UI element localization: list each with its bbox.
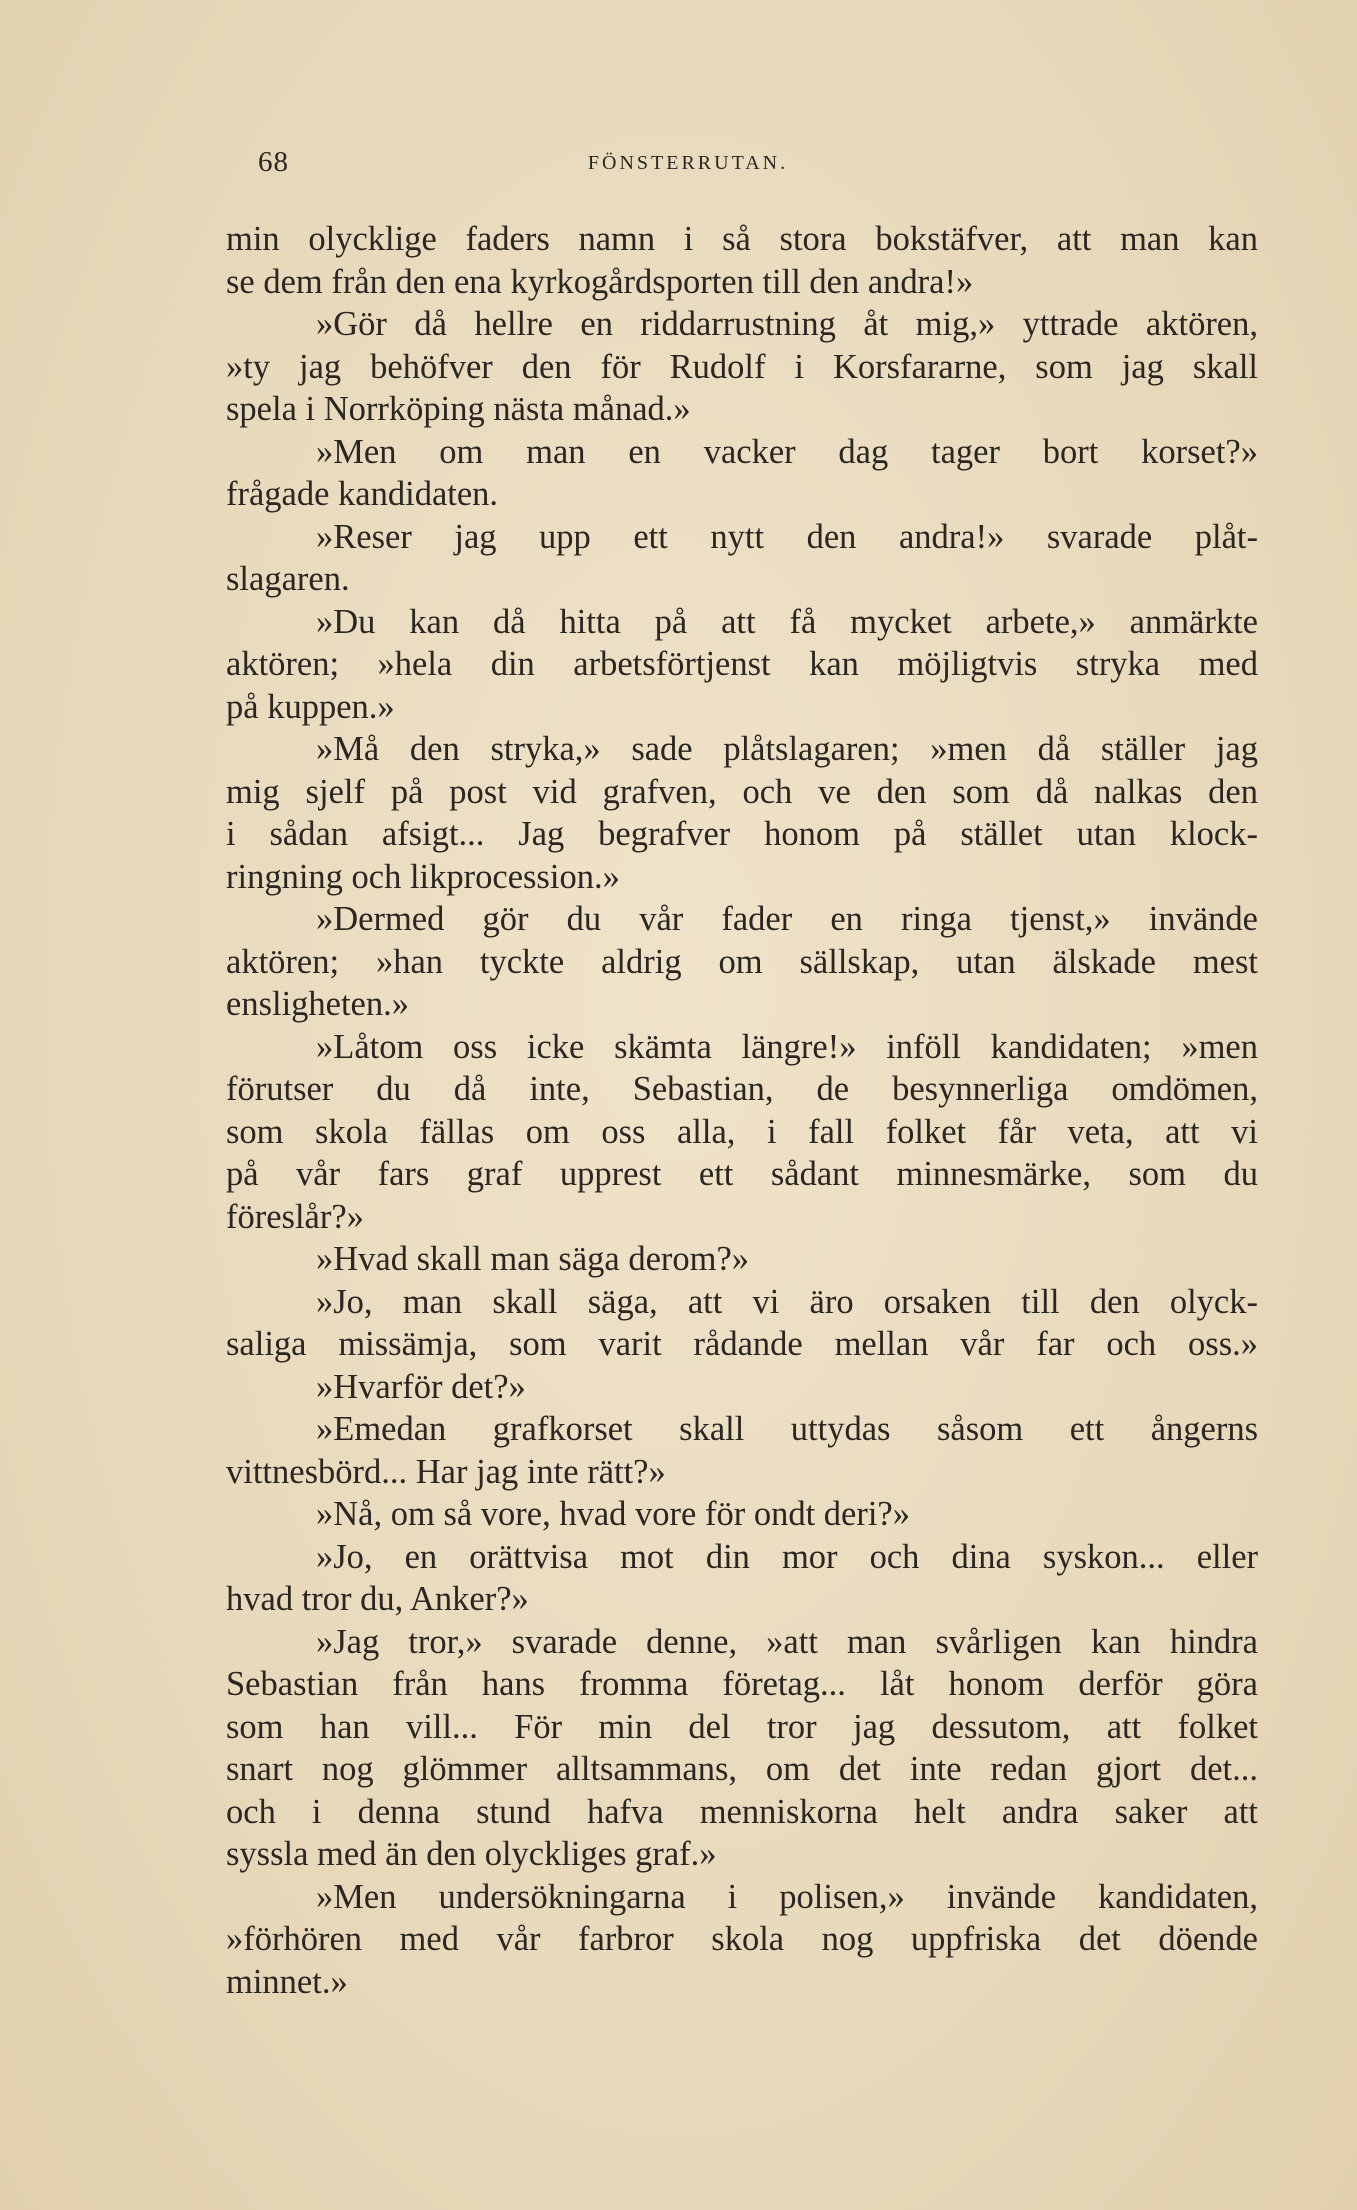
- text-line: »ty jag behöfver den för Rudolf i Korsfararne, som jag skall: [226, 347, 1258, 386]
- text-line: aktören; »hela din arbetsförtjenst kan möjligtvis stryka med: [226, 645, 1258, 683]
- text-line: och i denna stund hafva menniskorna helt andra saker att: [226, 1792, 1258, 1831]
- text-line: syssla med än den olyckliges graf.»: [226, 1835, 717, 1873]
- text-line: minnet.»: [226, 1962, 348, 2001]
- text-line: »Emedan grafkorset skall uttydas såsom ett ångerns: [316, 1410, 1258, 1448]
- text-line: saliga missämja, som varit rådande mellan vår far och oss.»: [226, 1325, 1258, 1363]
- text-line: Sebastian från hans fromma företag... låt honom derför göra: [226, 1665, 1258, 1703]
- text-line: på kuppen.»: [226, 687, 395, 726]
- text-line: »Dermed gör du vår fader en ringa tjenst,» invände: [316, 900, 1258, 938]
- text-line: ensligheten.»: [226, 985, 409, 1023]
- text-line: som skola fällas om oss alla, i fall folket får veta, att vi: [226, 1112, 1258, 1151]
- text-line: »Jag tror,» svarade denne, »att man svårligen kan hindra: [316, 1622, 1258, 1661]
- page-header: [258, 146, 1118, 186]
- text-line: hvad tror du, Anker?»: [226, 1580, 529, 1618]
- text-line: frågade kandidaten.: [226, 475, 499, 513]
- text-line: ringning och likprocession.»: [226, 857, 620, 896]
- text-line: förutser du då inte, Sebastian, de besynnerliga omdömen,: [226, 1070, 1258, 1108]
- text-line: »Nå, om så vore, hvad vore för ondt deri?»: [316, 1495, 910, 1533]
- text-line: slagaren.: [226, 560, 350, 598]
- text-line: på vår fars graf upprest ett sådant minnesmärke, som du: [226, 1155, 1258, 1193]
- text-line: »Men undersökningarna i polisen,» invände kandidaten,: [316, 1877, 1258, 1916]
- text-line: »Låtom oss icke skämta längre!» inföll kandidaten; »men: [316, 1027, 1258, 1066]
- text-line: »Må den stryka,» sade plåtslagaren; »men då ställer jag: [316, 730, 1258, 768]
- text-line: som han vill... För min del tror jag dessutom, att folket: [226, 1707, 1258, 1746]
- text-line: föreslår?»: [226, 1197, 364, 1236]
- running-title: FÖNSTERRUTAN.: [587, 152, 789, 174]
- text-line: i sådan afsigt... Jag begrafver honom på stället utan klock-: [226, 815, 1258, 853]
- text-line: aktören; »han tyckte aldrig om sällskap, utan älskade mest: [226, 942, 1258, 981]
- text-line: »förhören med vår farbror skola nog uppfriska det döende: [226, 1920, 1258, 1958]
- text-line: »Hvarför det?»: [316, 1367, 526, 1406]
- text-line: spela i Norrköping nästa månad.»: [226, 390, 691, 428]
- text-line: »Jo, man skall säga, att vi äro orsaken till den olyck-: [316, 1282, 1258, 1321]
- text-line: »Gör då hellre en riddarrustning åt mig,» yttrade aktören,: [316, 305, 1258, 343]
- text-line: min olycklige faders namn i så stora bokstäfver, att man kan: [226, 220, 1258, 258]
- text-line: »Hvad skall man säga derom?»: [316, 1240, 750, 1278]
- page-number: 68: [258, 146, 289, 178]
- text-line: »Du kan då hitta på att få mycket arbete,» anmärkte: [316, 602, 1258, 641]
- text-line: »Reser jag upp ett nytt den andra!» svarade plåt-: [316, 517, 1258, 556]
- text-line: »Men om man en vacker dag tager bort korset?»: [316, 432, 1258, 471]
- text-line: se dem från den ena kyrkogårdsporten till den andra!»: [226, 262, 974, 301]
- text-line: mig sjelf på post vid grafven, och ve den som då nalkas den: [226, 772, 1258, 811]
- text-line: »Jo, en orättvisa mot din mor och dina syskon... eller: [316, 1537, 1258, 1576]
- text-line: snart nog glömmer alltsammans, om det inte redan gjort det...: [226, 1750, 1258, 1788]
- body-text: [226, 218, 1258, 2003]
- text-line: vittnesbörd... Har jag inte rätt?»: [226, 1452, 666, 1491]
